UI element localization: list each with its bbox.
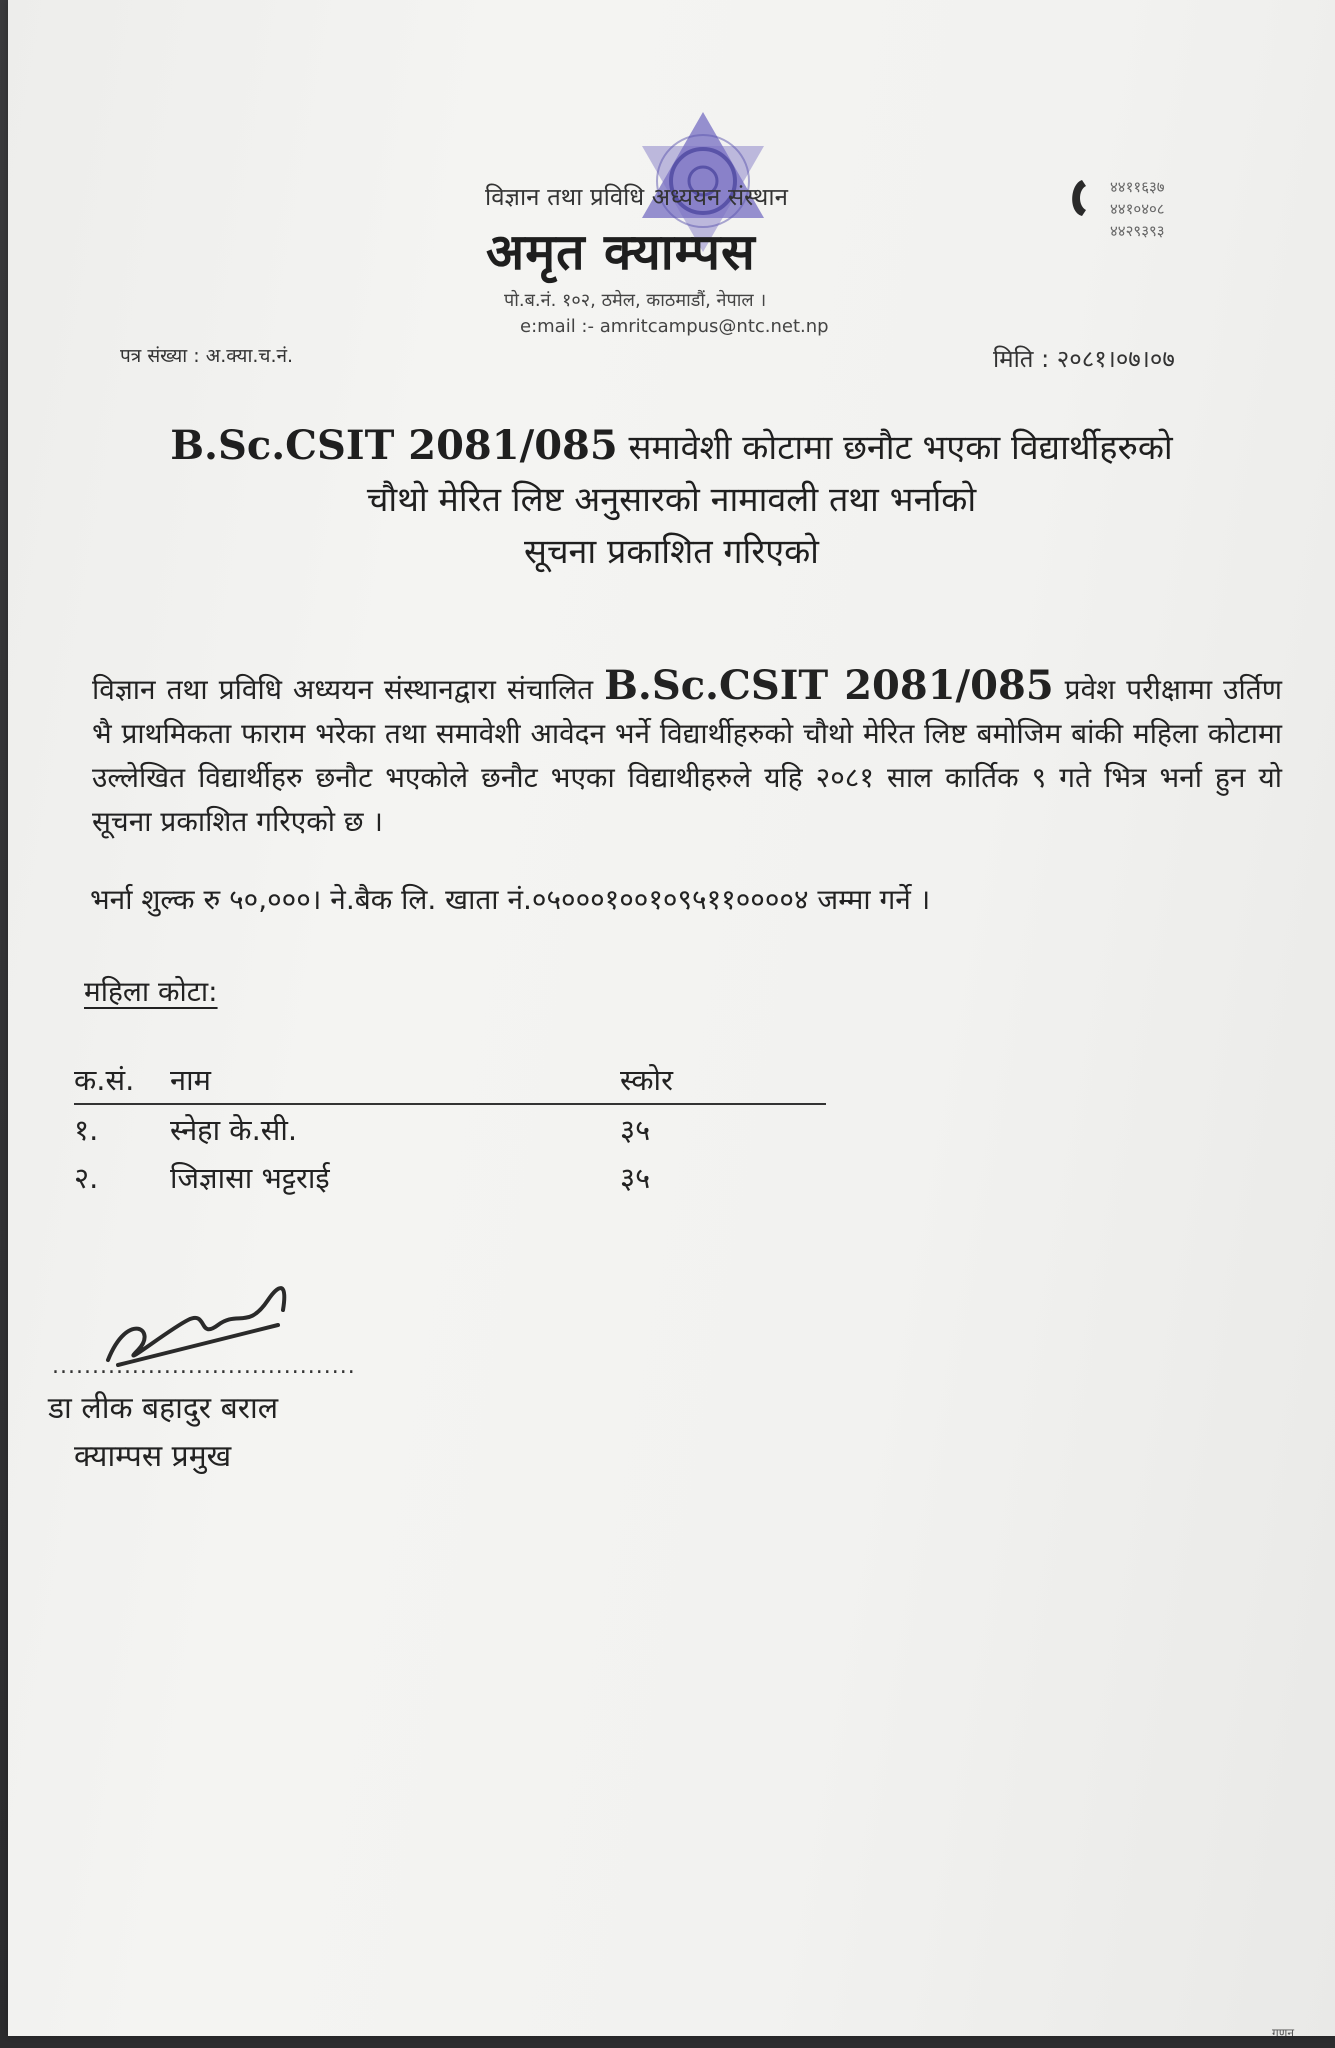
quota-title: महिला कोटा: <box>84 975 218 1008</box>
postal-address: पो.ब.नं. १०२, ठमेल, काठमाडौं, नेपाल । <box>504 290 767 311</box>
heading-line-3: सूचना प्रकाशित गरिएको <box>523 532 819 572</box>
program-code: B.Sc.CSIT 2081/085 <box>170 422 618 469</box>
serial-cell: १. <box>74 1112 99 1147</box>
phone-numbers <box>1110 176 1165 242</box>
table-row <box>74 1153 826 1201</box>
email-address: e:mail :- amritcampus@ntc.net.np <box>520 316 829 337</box>
selected-students-table <box>74 1056 826 1201</box>
phone-number: ४४११६३७ <box>1110 178 1165 196</box>
column-header-name: नाम <box>170 1056 620 1104</box>
score-cell: ३५ <box>620 1112 651 1147</box>
signer-title: क्याम्पस प्रमुख <box>74 1439 232 1474</box>
table-row <box>74 1104 826 1153</box>
phone-number: ४४२९३९३ <box>1110 222 1165 240</box>
signer-name: डा लीक बहादुर बराल <box>48 1391 279 1426</box>
notice-paper <box>8 0 1335 2036</box>
program-code-inline: B.Sc.CSIT 2081/085 <box>604 662 1054 709</box>
heading-line-2: चौथो मेरित लिष्ट अनुसारको नामावली तथा भर्नाको <box>366 480 977 520</box>
phone-number: ४४१०४०८ <box>1110 200 1165 218</box>
institute-name: विज्ञान तथा प्रविधि अध्ययन संस्थान <box>485 183 788 211</box>
heading-line-1-text: समावेशी कोटामा छनौट भएका विद्यार्थीहरुको <box>628 428 1173 468</box>
reference-number: पत्र संख्या : अ.क्या.च.नं. <box>120 345 294 367</box>
notice-date: मिति : २०८१।०७।०७ <box>993 345 1175 373</box>
admission-fee-note: भर्ना शुल्क रु ५०,०००। ने.बैक लि. खाता नं.०५०००१००१०९५११००००४ जम्मा गर्ने । <box>90 883 931 916</box>
column-header-serial: क.सं. <box>74 1056 170 1104</box>
heading-line-1 <box>8 420 1335 474</box>
campus-name: अमृत क्याम्पस <box>486 223 756 281</box>
name-cell: जिज्ञासा भट्टराई <box>170 1160 330 1195</box>
notice-heading <box>8 420 1335 578</box>
phone-icon <box>1060 176 1094 220</box>
signature-line: ...................................... <box>52 1354 356 1379</box>
column-header-score: स्कोर <box>620 1056 826 1104</box>
table-header-row <box>74 1056 826 1104</box>
paragraph-text-start: विज्ञान तथा प्रविधि अध्ययन संस्थानद्वारा संचालित <box>92 673 594 706</box>
notice-paragraph <box>92 664 1282 844</box>
name-cell: स्नेहा के.सी. <box>170 1112 298 1147</box>
corner-mark: गणन <box>1272 2026 1295 2036</box>
serial-cell: २. <box>74 1160 99 1195</box>
paragraph-text-rest: प्रवेश परीक्षामा उर्तिण भै प्राथमिकता फाराम भरेका तथा समावेशी आवेदन भर्ने विद्यार्थीहरुको चौथो मेरित लिष्ट बमोजिम बांकी महिला कोटामा उल्लेखित विद्यार्थीहरु छनौट भएकोले छनौट भएका विद्याथीहरुले यहि २०८१ साल कार्तिक ९ गते भित्र भर्ना हुन यो सूचना प्रकाशित गरिएको छ । <box>92 673 1282 838</box>
score-cell: ३५ <box>620 1160 651 1195</box>
